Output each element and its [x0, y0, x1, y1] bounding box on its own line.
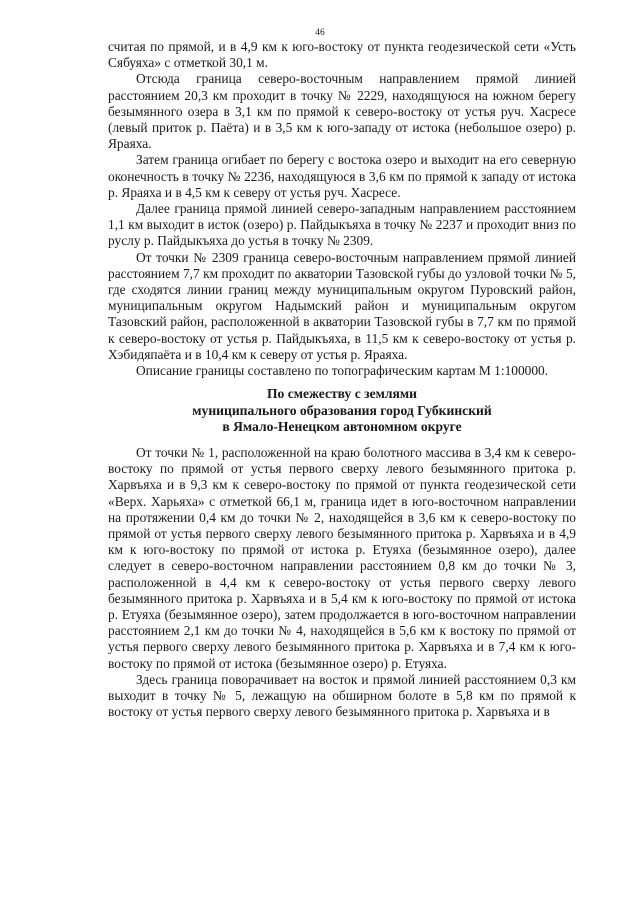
paragraph: Описание границы составлено по топографическим картам М 1:100000.: [136, 363, 549, 379]
paragraph: Далее граница прямой линией северо-западным направлением расстоянием 1,1 км выходит в исток (озеро) р. Пайдыкъяха в точку № 2237 и проходит вниз по руслу р. Пайдыкъяха до устья в точку № 2309.: [108, 201, 576, 249]
paragraph: От точки № 1, расположенной на краю болотного массива в 3,4 км к северо-востоку по прямой от устья первого сверху левого безымянного притока р. Харвъяха и в 9,3 км к северо-востоку по прямой от пункта геодезической сети «Верх. Харьяха» с отметкой 66,1 м, граница идет в юго-восточном направлении на протяжении 0,4 км до точки № 2, находящейся в 3,6 км к северо-востоку по прямой от устья первого сверху левого безымянного притока р. Харвъяха и в 4,9 км к юго-востоку по прямой от истока р. Етуяха (безымянное озеро), далее следует в северо-восточном направлении расстоянием 0,8 км до точки № 3, расположенной в 4,4 км к северо-востоку от устья первого сверху левого безымянного притока р. Харвъяха и в 5,4 км к юго-востоку по прямой от истока р. Етуяха (безымянное озеро), затем продолжается в юго-восточном направлении расстоянием 2,1 км до точки № 4, находящейся в 5,6 км к востоку по прямой от устья первого сверху левого безымянного притока р. Харвъяха и в 7,4 км к юго-востоку по прямой от истока (безымянное озеро) р. Етуяха.: [108, 445, 576, 671]
text-block-top: [108, 39, 576, 379]
section-heading-line: муниципального образования город Губкинский: [192, 402, 492, 418]
paragraph: Здесь граница поворачивает на восток и прямой линией расстоянием 0,3 км выходит в точку № 5, лежащую на обширном болоте в 5,8 км по прямой к востоку от устья первого сверху левого безымянного притока р. Харвъяха и в: [108, 671, 576, 720]
text-block-bottom: [108, 445, 576, 720]
paragraph: Затем граница огибает по берегу с востока озеро и выходит на его северную оконечность в точку № 2236, находящуюся в 3,6 км по прямой к западу от истока р. Яраяха и в 4,5 км к северу от устья руч. Хасресе.: [108, 152, 576, 200]
paragraph: Отсюда граница северо-восточным направлением прямой линией расстоянием 20,3 км проходит в точку № 2229, находящуюся на южном берегу безымянного озера в 3,1 км по прямой к северо-востоку от устья руч. Хасресе (левый приток р. Паёта) и в 3,5 км к юго-западу от истока (небольшое озеро) р. Яраяха.: [108, 71, 576, 152]
page-number: 46: [315, 28, 325, 38]
section-heading-line: в Ямало-Ненецком автономном округе: [222, 419, 462, 435]
paragraph: От точки № 2309 граница северо-восточным направлением прямой линией расстоянием 7,7 км проходит по акватории Тазовской губы до узловой точки № 5, где сходятся линии границ между муниципальным округом Пуровский район, муниципальным округом Надымский район и муниципальным округом Тазовский район, расположенной в акватории Тазовской губы в 7,7 км по прямой к северо-востоку от устья р. Пайдыкъяха, в 11,5 км к северо-востоку от устья р. Хэбидяпаёта и в 10,4 км к северу от устья р. Яраяха.: [108, 249, 576, 362]
section-heading: [108, 386, 576, 436]
section-heading-line: По смежеству с землями: [266, 386, 417, 401]
paragraph: считая по прямой, и в 4,9 км к юго-востоку от пункта геодезической сети «Усть Сябуяха» с отметкой 30,1 м.: [108, 39, 576, 71]
